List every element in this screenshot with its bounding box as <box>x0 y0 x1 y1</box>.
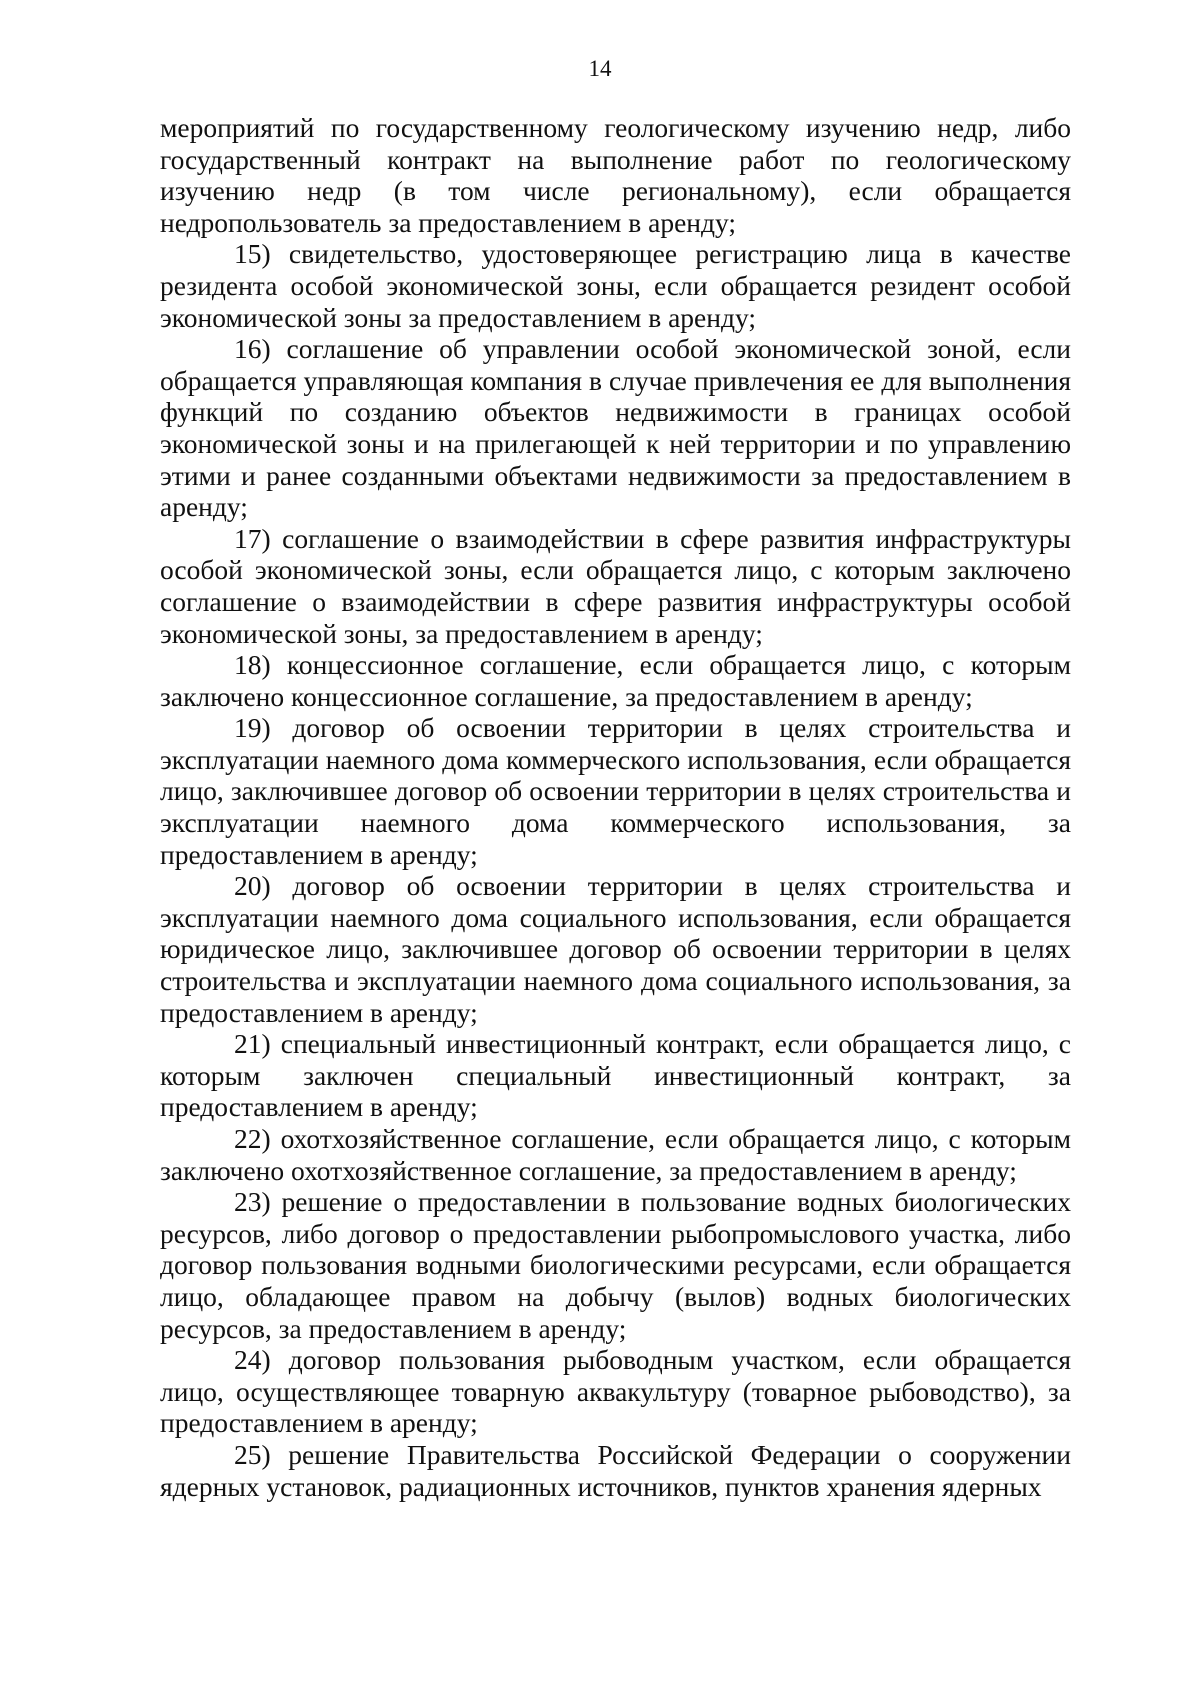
list-item-24: 24) договор пользования рыбоводным участком, если обращается лицо, осуществляющее товарную аквакультуру (товарное рыбоводство), за предоставлением в аренду; <box>160 1344 1071 1439</box>
list-item-18: 18) концессионное соглашение, если обращается лицо, с которым заключено концессионное соглашение, за предоставлением в аренду; <box>160 649 1071 712</box>
list-item-16: 16) соглашение об управлении особой экономической зоной, если обращается управляющая компания в случае привлечения ее для выполнения функций по созданию объектов недвижимости в границах особой экономической зоны и на прилегающей к ней территории и по управлению этими и ранее созданными объектами недвижимости за предоставлением в аренду; <box>160 333 1071 523</box>
list-item-20: 20) договор об освоении территории в целях строительства и эксплуатации наемного дома социального использования, если обращается юридическое лицо, заключившее договор об освоении территории в целях строительства и эксплуатации наемного дома социального использования, за предоставлением в аренду; <box>160 870 1071 1028</box>
document-body <box>160 112 1071 1502</box>
list-item-23: 23) решение о предоставлении в пользование водных биологических ресурсов, либо договор о предоставлении рыбопромыслового участка, либо договор пользования водными биологическими ресурсами, если обращается лицо, обладающее правом на добычу (вылов) водных биологических ресурсов, за предоставлением в аренду; <box>160 1186 1071 1344</box>
paragraph-continuation: мероприятий по государственному геологическому изучению недр, либо государственный контракт на выполнение работ по геологическому изучению недр (в том числе региональному), если обращается недропользователь за предоставлением в аренду; <box>160 112 1071 238</box>
list-item-22: 22) охотхозяйственное соглашение, если обращается лицо, с которым заключено охотхозяйственное соглашение, за предоставлением в аренду; <box>160 1123 1071 1186</box>
list-item-19: 19) договор об освоении территории в целях строительства и эксплуатации наемного дома коммерческого использования, если обращается лицо, заключившее договор об освоении территории в целях строительства и эксплуатации наемного дома коммерческого использования, за предоставлением в аренду; <box>160 712 1071 870</box>
list-item-15: 15) свидетельство, удостоверяющее регистрацию лица в качестве резидента особой экономической зоны, если обращается резидент особой экономической зоны за предоставлением в аренду; <box>160 238 1071 333</box>
list-item-21: 21) специальный инвестиционный контракт, если обращается лицо, с которым заключен специальный инвестиционный контракт, за предоставлением в аренду; <box>160 1028 1071 1123</box>
list-item-25: 25) решение Правительства Российской Федерации о сооружении ядерных установок, радиационных источников, пунктов хранения ядерных <box>160 1438 1071 1502</box>
page-number: 14 <box>588 56 612 81</box>
list-item-17: 17) соглашение о взаимодействии в сфере развития инфраструктуры особой экономической зоны, если обращается лицо, с которым заключено соглашение о взаимодействии в сфере развития инфраструктуры особой экономической зоны, за предоставлением в аренду; <box>160 522 1071 649</box>
